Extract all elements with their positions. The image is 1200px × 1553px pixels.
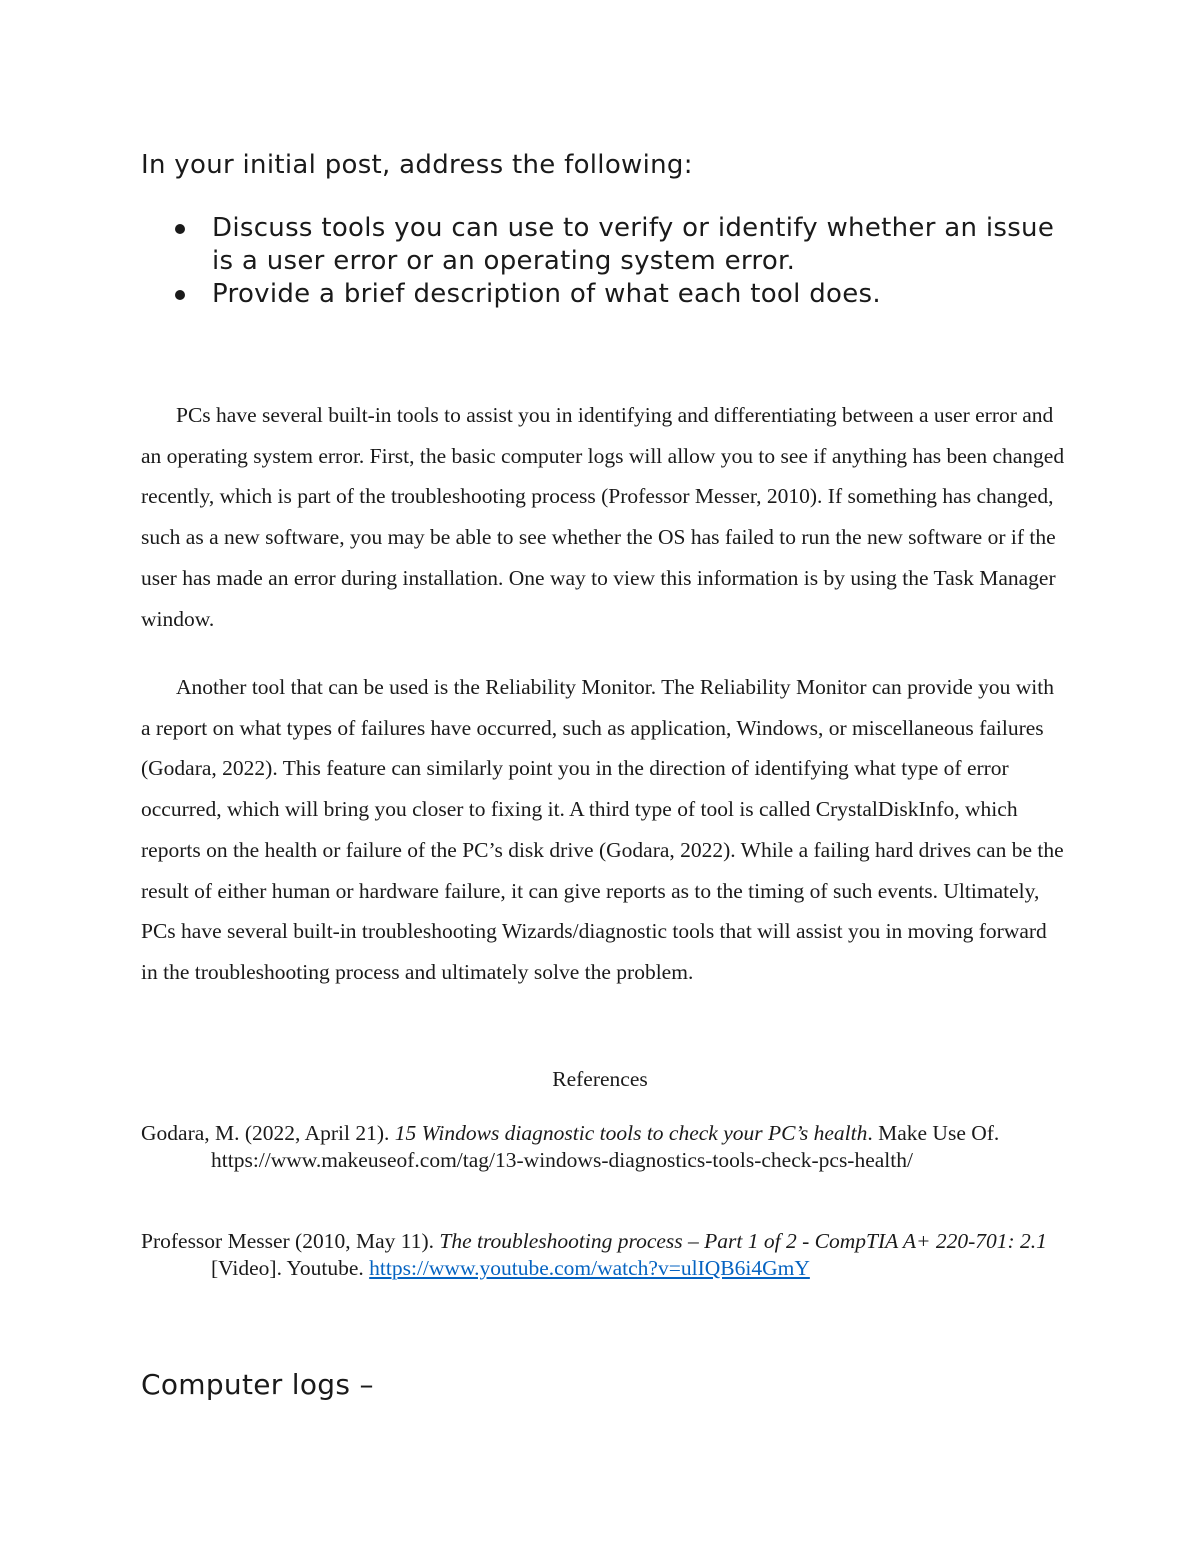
reference-tail: . Make Use Of. https://www.makeuseof.com/tag/13-windows-diagnostics-tools-check-pcs-health/ [211, 1121, 1000, 1172]
reference-tail: [Video]. Youtube. [211, 1256, 370, 1280]
reference-entry [141, 1228, 1111, 1282]
reference-lead: Godara, M. (2022, April 21). [141, 1121, 395, 1145]
prompt-bullet-text: Discuss tools you can use to verify or identify whether an issue is a user error or an operating system error. [212, 213, 1055, 276]
prompt-bullet-text: Provide a brief description of what each tool does. [212, 279, 881, 309]
body-paragraph: Another tool that can be used is the Reliability Monitor. The Reliability Monitor can provide you with a report on what types of failures have occurred, such as application, Windows, or miscellaneous failures (Godara, 2022). This feature can similarly point you in the direction of identifying what type of error occurred, which will bring you closer to fixing it. A third type of tool is called CrystalDiskInfo, which reports on the health or failure of the PC’s disk drive (Godara, 2022). While a failing hard drives can be the result of either human or hardware failure, it can give reports as to the timing of such events. Ultimately, PCs have several built-in troubleshooting Wizards/diagnostic tools that will assist you in moving forward in the troubleshooting process and ultimately solve the problem. [141, 675, 1064, 984]
bullet-icon [175, 224, 185, 234]
reference-title: The troubleshooting process – Part 1 of 2 - CompTIA A+ 220-701: 2.1 [439, 1229, 1047, 1253]
body-paragraph: PCs have several built-in tools to assist you in identifying and differentiating between a user error and an operating system error. First, the basic computer logs will allow you to see if anything has been changed recently, which is part of the troubleshooting process (Professor Messer, 2010). If something has changed, such as a new software, you may be able to see whether the OS has failed to run the new software or if the user has made an error during installation. One way to view this information is by using the Task Manager window. [141, 403, 1065, 631]
bullet-icon [175, 290, 185, 300]
prompt-bullet-item [141, 212, 1081, 278]
prompt-bullet-item [141, 278, 1081, 311]
reference-link[interactable]: https://www.youtube.com/watch?v=ulIQB6i4GmY [369, 1256, 810, 1280]
reference-title: 15 Windows diagnostic tools to check your PC’s health [394, 1121, 868, 1145]
references-heading: References [552, 1067, 648, 1091]
reference-entry [141, 1120, 1111, 1174]
reference-lead: Professor Messer (2010, May 11). [141, 1229, 440, 1253]
prompt-bullet-list [141, 212, 1081, 311]
prompt-heading: In your initial post, address the following: [141, 150, 693, 180]
section-heading: Computer logs – [141, 1368, 374, 1401]
